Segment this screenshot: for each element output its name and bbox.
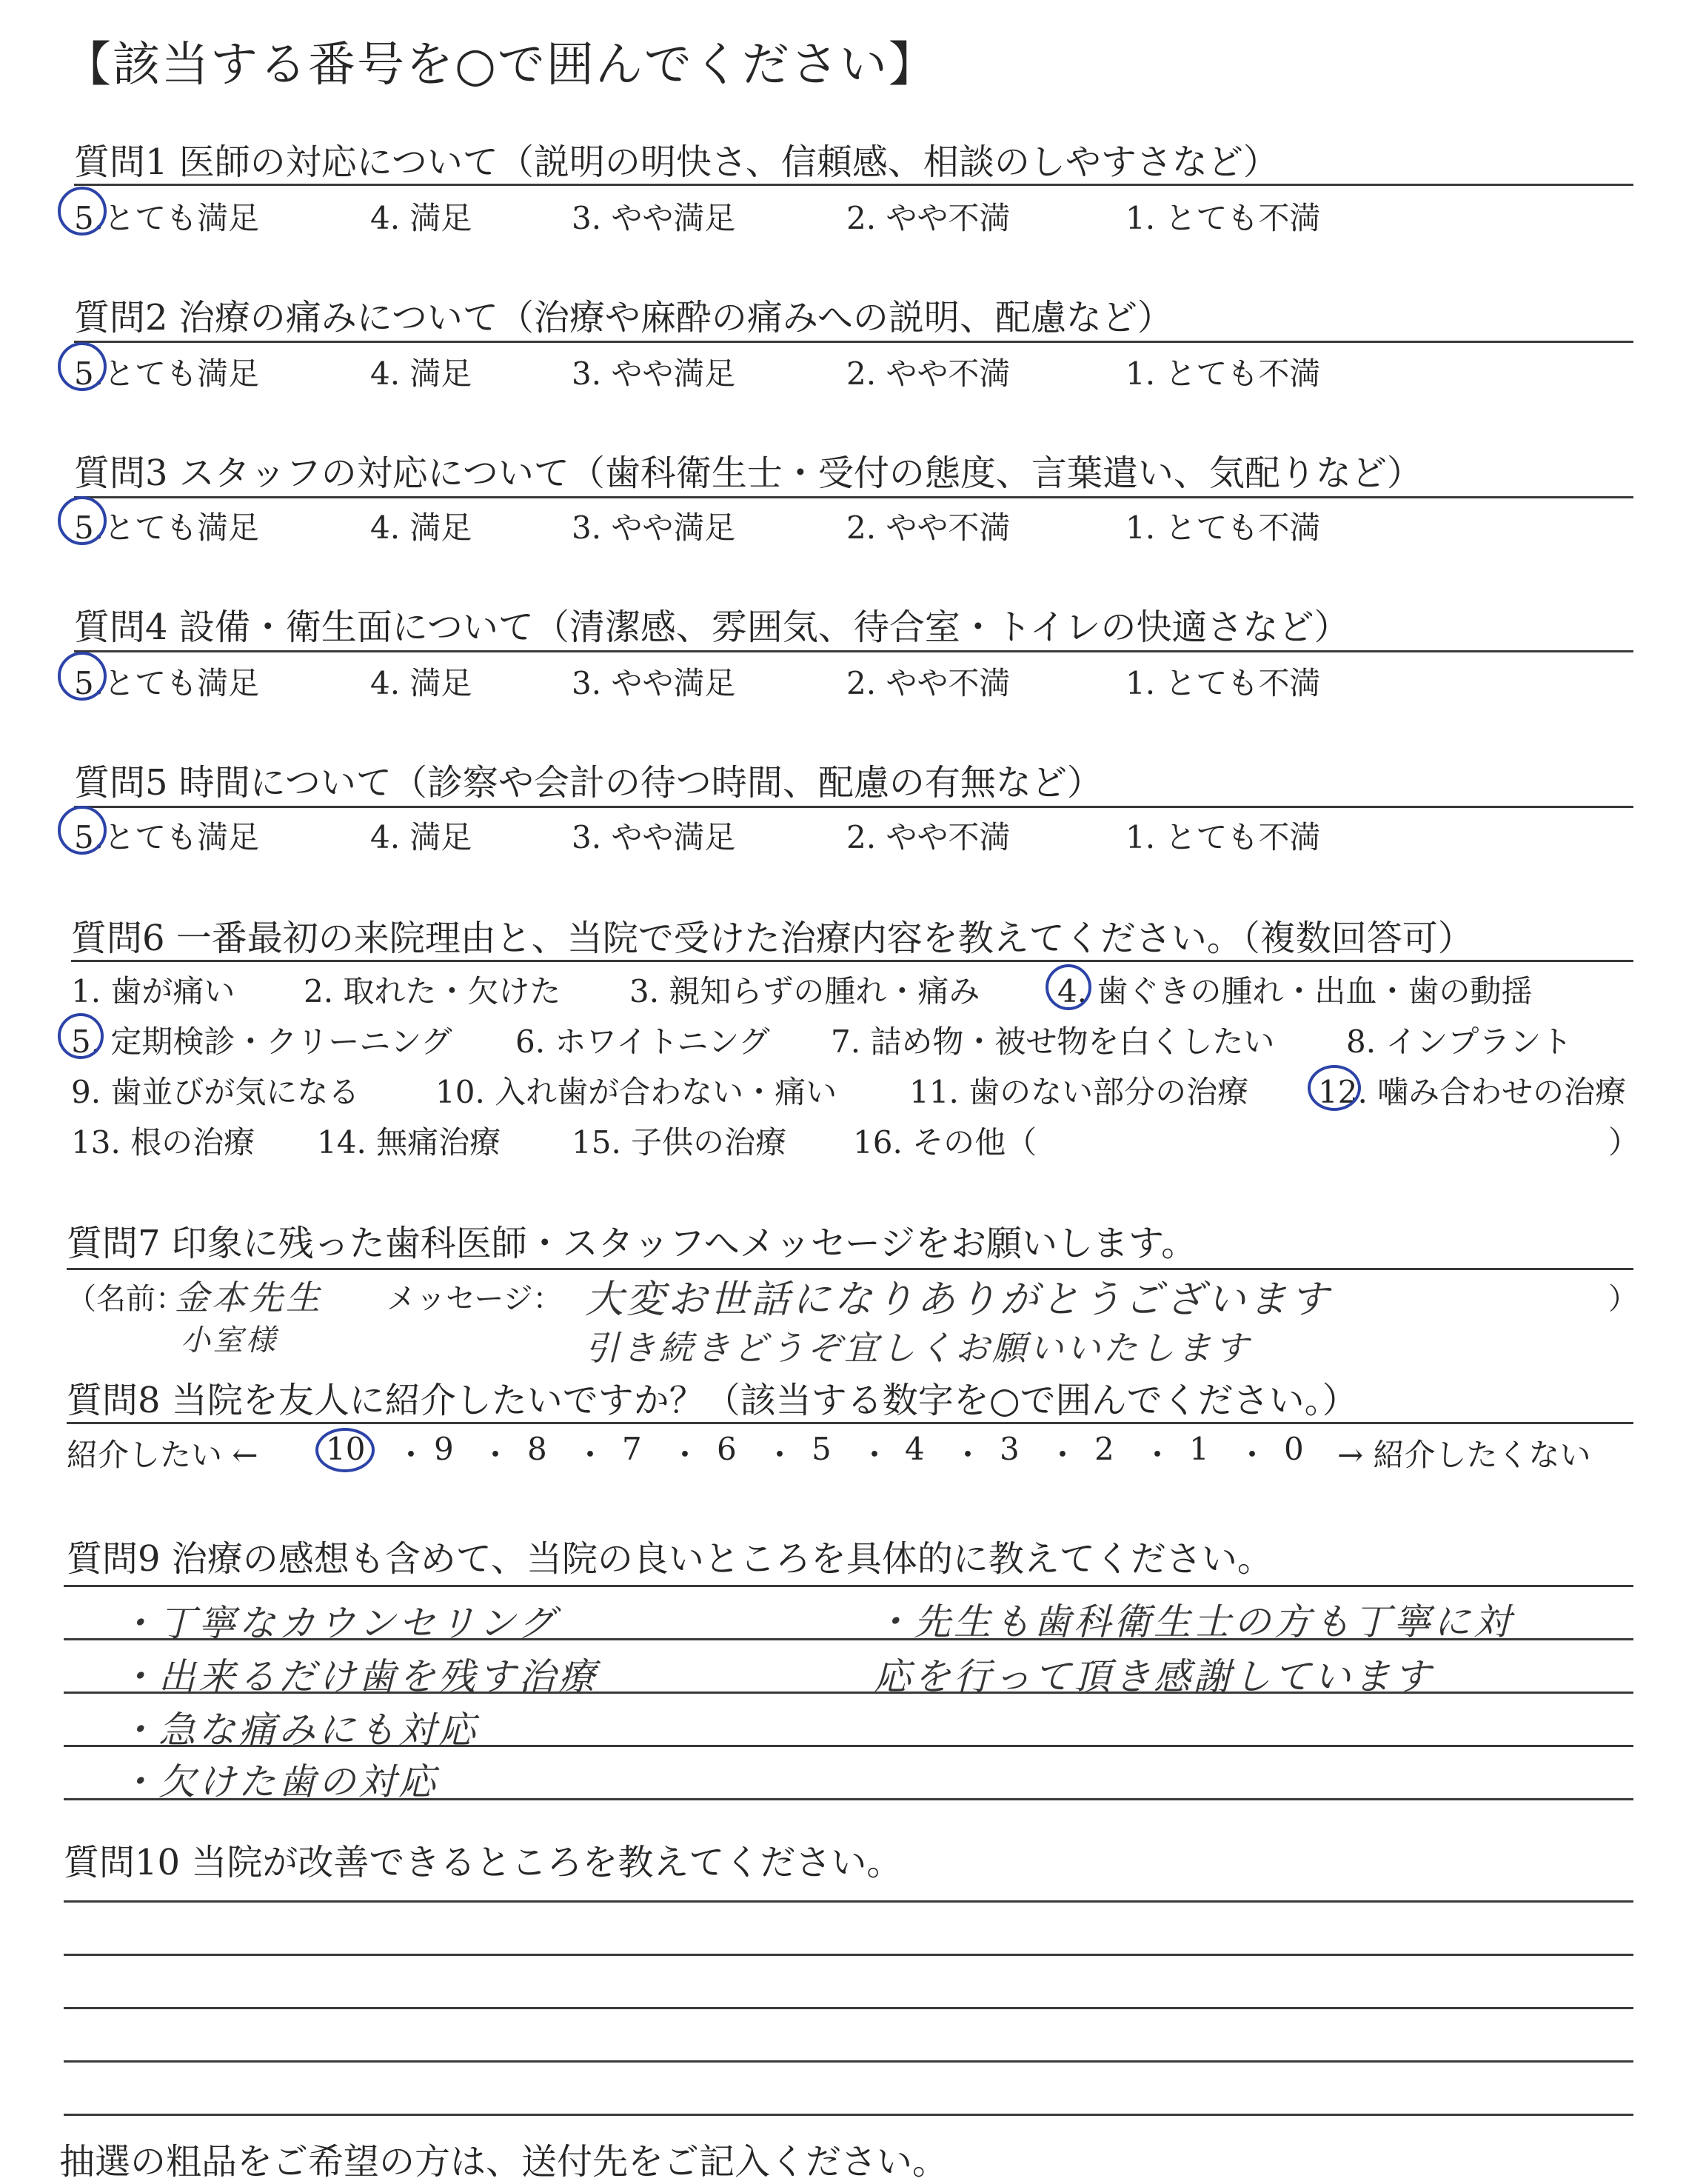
option-12[interactable]: 12. 噛み合わせの治療 bbox=[1318, 1074, 1627, 1110]
selection-circle bbox=[58, 187, 107, 236]
option-15[interactable]: 15. 子供の治療 bbox=[572, 1124, 787, 1161]
option-4[interactable]: 4. 満足 bbox=[370, 819, 472, 855]
dot: ・ bbox=[480, 1437, 512, 1473]
name-label: （名前： bbox=[67, 1282, 185, 1316]
score-7[interactable]: 7 bbox=[622, 1431, 642, 1467]
divider bbox=[74, 341, 1633, 343]
option-1[interactable]: 1. とても不満 bbox=[1125, 355, 1321, 392]
option-5[interactable]: 5. 定期検診・クリーニング bbox=[71, 1023, 452, 1060]
score-4[interactable]: 4 bbox=[905, 1431, 925, 1467]
option-3[interactable]: 3. やや満足 bbox=[572, 819, 736, 855]
selection-circle bbox=[1308, 1065, 1361, 1111]
option-9[interactable]: 9. 歯並びが気になる bbox=[71, 1074, 360, 1110]
selection-circle bbox=[58, 1013, 104, 1059]
option-1[interactable]: 1. 歯が痛い bbox=[71, 973, 235, 1009]
dot: ・ bbox=[764, 1437, 796, 1473]
option-2[interactable]: 2. やや不満 bbox=[846, 200, 1011, 236]
score-10[interactable]: 10 bbox=[326, 1431, 366, 1467]
dot: ・ bbox=[952, 1437, 984, 1473]
close-paren: ） bbox=[1608, 1282, 1638, 1316]
option-1[interactable]: 1. とても不満 bbox=[1125, 665, 1321, 701]
option-3[interactable]: 3. やや満足 bbox=[572, 510, 736, 546]
handwritten-message-line-2: 引き続きどうぞ宜しくお願いいたします bbox=[585, 1328, 1251, 1368]
option-1[interactable]: 1. とても不満 bbox=[1125, 819, 1321, 855]
question-title: 質問2 治療の痛みについて（治療や麻酔の痛みへの説明、配慮など） bbox=[74, 297, 1173, 338]
writing-line bbox=[64, 1900, 1633, 1903]
recommend-left-label: 紹介したい ← bbox=[67, 1437, 258, 1473]
handwritten-answer-line: 応を行って頂き感謝しています bbox=[874, 1655, 1434, 1698]
option-4[interactable]: 4. 歯ぐきの腫れ・出血・歯の動揺 bbox=[1057, 973, 1533, 1009]
recommend-right-label: → 紹介したくない bbox=[1337, 1437, 1591, 1473]
option-2[interactable]: 2. やや不満 bbox=[846, 665, 1011, 701]
question-title: 質問7 印象に残った歯科医師・スタッフへメッセージをお願いします。 bbox=[67, 1223, 1197, 1264]
option-5[interactable]: 5.とても満足 bbox=[74, 510, 260, 546]
option-13[interactable]: 13. 根の治療 bbox=[71, 1124, 255, 1161]
option-10[interactable]: 10. 入れ歯が合わない・痛い bbox=[435, 1074, 837, 1110]
question-title: 質問6 一番最初の来院理由と、当院で受けた治療内容を教えてください。（複数回答可） bbox=[71, 918, 1473, 959]
question-title: 質問1 医師の対応について（説明の明快さ、信頼感、相談のしやすさなど） bbox=[74, 141, 1279, 183]
option-4[interactable]: 4. 満足 bbox=[370, 665, 472, 701]
handwritten-name-line-1: 金本先生 bbox=[175, 1278, 323, 1318]
option-5[interactable]: 5.とても満足 bbox=[74, 665, 260, 701]
score-0[interactable]: 0 bbox=[1284, 1431, 1304, 1467]
option-2[interactable]: 2. 取れた・欠けた bbox=[304, 973, 561, 1009]
writing-line bbox=[64, 2007, 1633, 2009]
option-11[interactable]: 11. 歯のない部分の治療 bbox=[909, 1074, 1249, 1110]
selection-circle bbox=[1046, 964, 1091, 1010]
divider bbox=[74, 806, 1633, 808]
dot: ・ bbox=[1142, 1437, 1174, 1473]
question-title: 質問10 当院が改善できるところを教えてください。 bbox=[64, 1842, 903, 1883]
writing-line bbox=[64, 1954, 1633, 1956]
option-8[interactable]: 8. インプラント bbox=[1346, 1023, 1573, 1060]
handwritten-name-line-2: 小室様 bbox=[181, 1323, 278, 1358]
question-title: 質問9 治療の感想も含めて、当院の良いところを具体的に教えてください。 bbox=[67, 1538, 1273, 1580]
option-7[interactable]: 7. 詰め物・被せ物を白くしたい bbox=[831, 1023, 1275, 1060]
dot: ・ bbox=[859, 1437, 891, 1473]
option-5[interactable]: 5.とても満足 bbox=[74, 200, 260, 236]
option-1[interactable]: 1. とても不満 bbox=[1125, 510, 1321, 546]
writing-line bbox=[64, 2060, 1633, 2063]
option-5[interactable]: 5.とても満足 bbox=[74, 355, 260, 392]
option-3[interactable]: 3. やや満足 bbox=[572, 665, 736, 701]
dot: ・ bbox=[575, 1437, 606, 1473]
option-2[interactable]: 2. やや不満 bbox=[846, 510, 1011, 546]
option-3[interactable]: 3. やや満足 bbox=[572, 355, 736, 392]
selection-circle bbox=[315, 1428, 375, 1472]
footer-note: 抽選の粗品をご希望の方は、送付先をご記入ください。 bbox=[59, 2141, 949, 2183]
divider bbox=[74, 184, 1633, 186]
divider bbox=[71, 960, 1633, 962]
divider bbox=[74, 650, 1633, 652]
dot: ・ bbox=[395, 1437, 427, 1473]
handwritten-answer-line: ・出来るだけ歯を残す治療 bbox=[118, 1655, 598, 1698]
option-14[interactable]: 14. 無痛治療 bbox=[317, 1124, 501, 1161]
option-6[interactable]: 6. ホワイトニング bbox=[515, 1023, 770, 1060]
option-16[interactable]: 16. その他（ bbox=[853, 1124, 1037, 1161]
score-2[interactable]: 2 bbox=[1094, 1431, 1114, 1467]
option-4[interactable]: 4. 満足 bbox=[370, 510, 472, 546]
option-1[interactable]: 1. とても不満 bbox=[1125, 200, 1321, 236]
option-5[interactable]: 5.とても満足 bbox=[74, 819, 260, 855]
selection-circle bbox=[58, 342, 107, 391]
question-title: 質問3 スタッフの対応について（歯科衛生士・受付の態度、言葉遣い、気配りなど） bbox=[74, 453, 1422, 494]
selection-circle bbox=[58, 496, 107, 545]
score-8[interactable]: 8 bbox=[527, 1431, 547, 1467]
question-title: 質問5 時間について（診察や会計の待つ時間、配慮の有無など） bbox=[74, 762, 1103, 804]
dot: ・ bbox=[1047, 1437, 1079, 1473]
handwritten-answer-line: ・急な痛みにも対応 bbox=[118, 1709, 478, 1751]
writing-line bbox=[64, 1585, 1633, 1587]
handwritten-message-line-1: 大変お世話になりありがとうございます bbox=[585, 1278, 1332, 1322]
message-label: メッセージ： bbox=[387, 1282, 563, 1316]
handwritten-answer-line: ・丁寧なカウンセリング bbox=[118, 1602, 558, 1645]
option-3[interactable]: 3. やや満足 bbox=[572, 200, 736, 236]
dot: ・ bbox=[1237, 1437, 1268, 1473]
option-3[interactable]: 3. 親知らずの腫れ・痛み bbox=[629, 973, 980, 1009]
score-9[interactable]: 9 bbox=[434, 1431, 454, 1467]
option-4[interactable]: 4. 満足 bbox=[370, 355, 472, 392]
score-1[interactable]: 1 bbox=[1189, 1431, 1209, 1467]
score-3[interactable]: 3 bbox=[1000, 1431, 1020, 1467]
divider bbox=[74, 496, 1633, 498]
handwritten-answer-line: ・先生も歯科衛生士の方も丁寧に対 bbox=[874, 1600, 1513, 1643]
page-title: 【該当する番号を○で囲んでください】 bbox=[64, 38, 937, 93]
option-2[interactable]: 2. やや不満 bbox=[846, 355, 1011, 392]
dot: ・ bbox=[669, 1437, 701, 1473]
selection-circle bbox=[58, 652, 107, 701]
question-title: 質問4 設備・衛生面について（清潔感、雰囲気、待合室・トイレの快適さなど） bbox=[74, 607, 1350, 648]
close-paren: ） bbox=[1608, 1124, 1640, 1161]
score-6[interactable]: 6 bbox=[717, 1431, 737, 1467]
handwritten-answer-line: ・欠けた歯の対応 bbox=[118, 1760, 438, 1803]
option-2[interactable]: 2. やや不満 bbox=[846, 819, 1011, 855]
option-4[interactable]: 4. 満足 bbox=[370, 200, 472, 236]
selection-circle bbox=[58, 806, 107, 855]
score-5[interactable]: 5 bbox=[812, 1431, 832, 1467]
writing-line bbox=[64, 2114, 1633, 2116]
question-title: 質問8 当院を友人に紹介したいですか？（該当する数字を○で囲んでください。） bbox=[67, 1380, 1358, 1421]
divider bbox=[67, 1422, 1633, 1424]
